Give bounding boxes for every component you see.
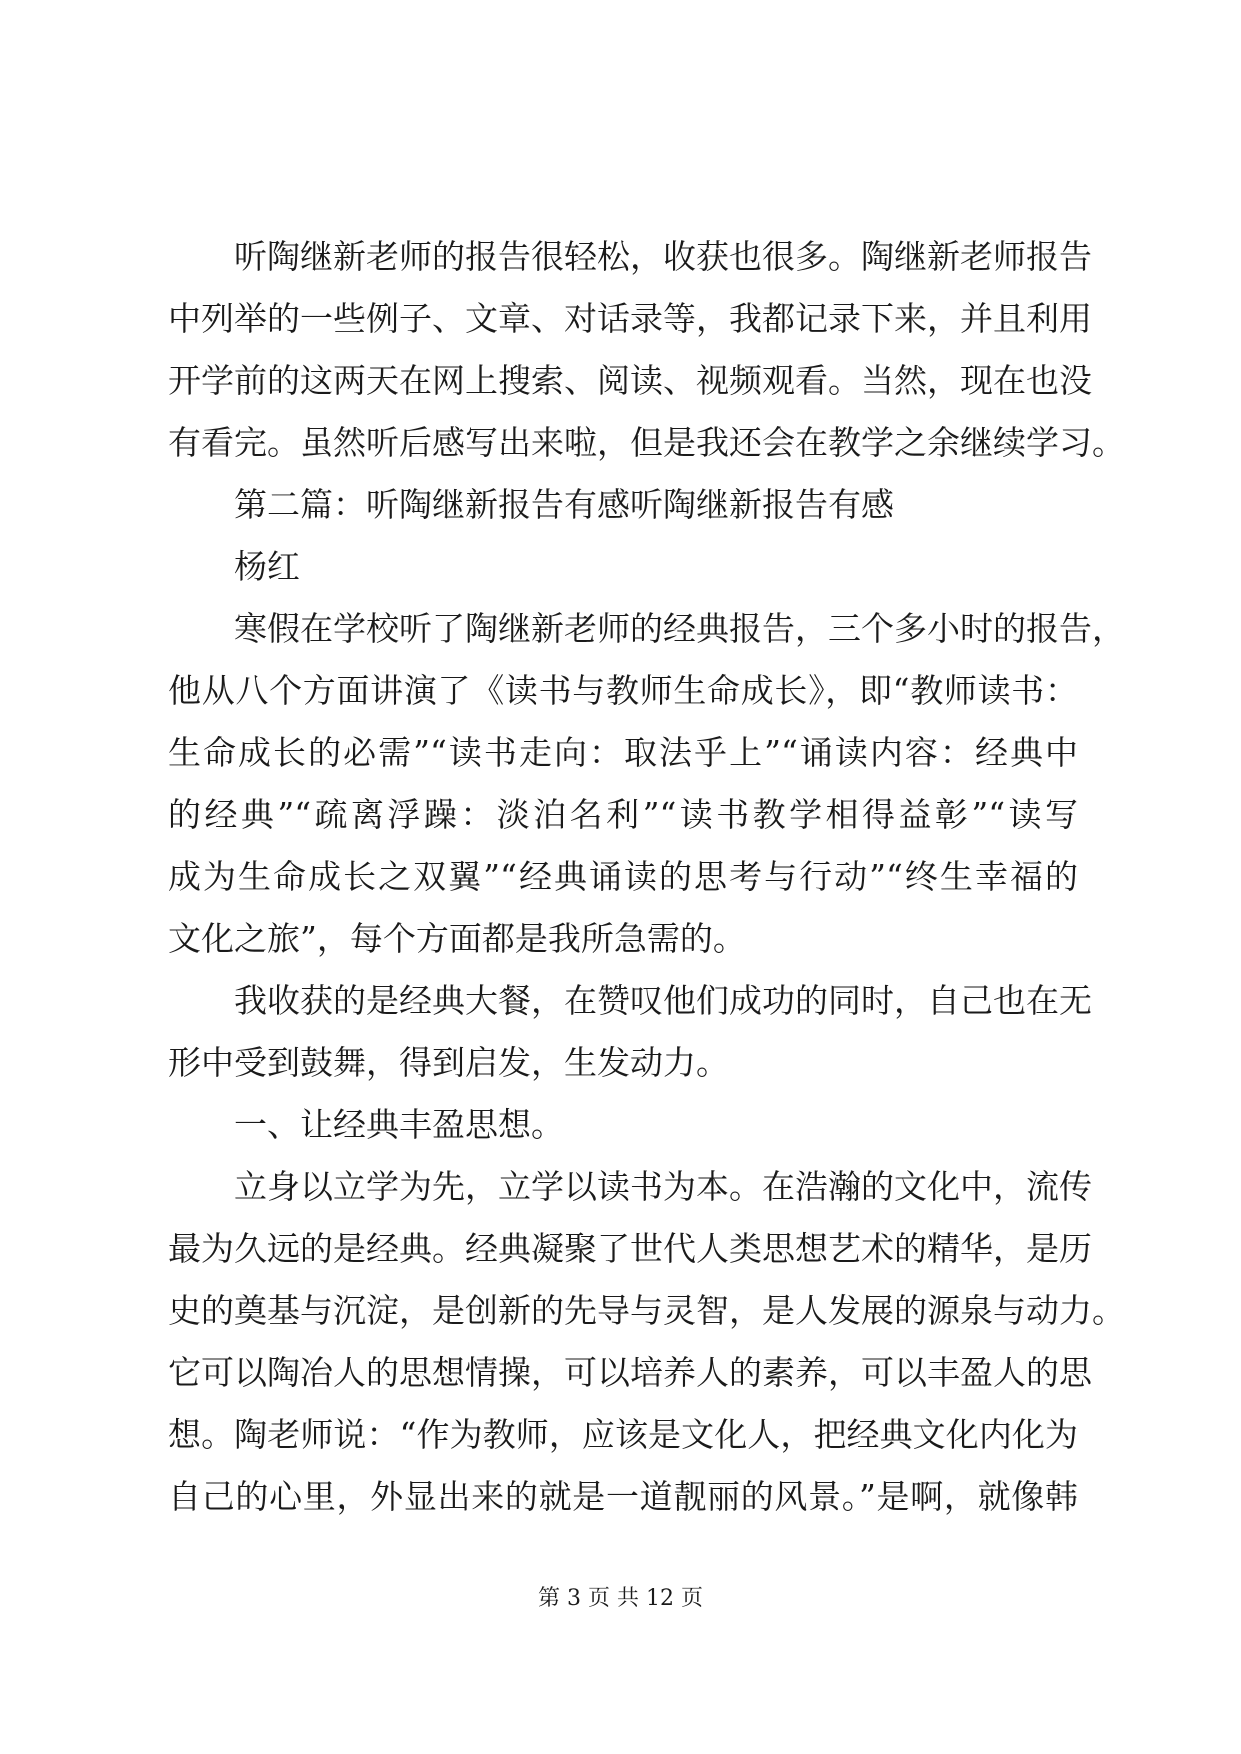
- text-line: 文化之旅”，每个方面都是我所急需的。: [168, 919, 746, 958]
- page-number-label: 第 3 页 共 12 页: [538, 1586, 703, 1611]
- text-line: 史的奠基与沉淀，是创新的先导与灵智，是人发展的源泉与动力。: [168, 1291, 1125, 1330]
- text-line: 他从八个方面讲演了《读书与教师生命成长》，即“教师读书：: [168, 671, 1078, 710]
- text-line: 一、让经典丰盈思想。: [234, 1105, 564, 1144]
- text-line: 想。陶老师说：“作为教师，应该是文化人，把经典文化内化为: [168, 1415, 1078, 1454]
- text-line: 立身以立学为先，立学以读书为本。在浩瀚的文化中，流传: [234, 1167, 1092, 1206]
- text-line: 有看完。虽然听后感写出来啦，但是我还会在教学之余继续学习。: [168, 423, 1125, 462]
- text-line: 中列举的一些例子、文章、对话录等，我都记录下来，并且利用: [168, 299, 1092, 338]
- text-line: 生命成长的必需”“读书走向：取法乎上”“诵读内容：经典中: [168, 733, 1078, 772]
- text-line: 形中受到鼓舞，得到启发，生发动力。: [168, 1043, 729, 1082]
- text-line: 第二篇：听陶继新报告有感听陶继新报告有感: [234, 485, 894, 524]
- text-line: 开学前的这两天在网上搜索、阅读、视频观看。当然，现在也没: [168, 361, 1092, 400]
- text-line: 听陶继新老师的报告很轻松，收获也很多。陶继新老师报告: [234, 237, 1092, 276]
- text-line: 自己的心里，外显出来的就是一道靓丽的风景。”是啊，就像韩: [168, 1477, 1078, 1516]
- page-footer: [0, 1584, 1241, 1614]
- text-line: 最为久远的是经典。经典凝聚了世代人类思想艺术的精华，是历: [168, 1229, 1092, 1268]
- text-line: 寒假在学校听了陶继新老师的经典报告，三个多小时的报告，: [234, 609, 1125, 648]
- document-body: [168, 226, 1125, 1528]
- text-line: 我收获的是经典大餐，在赞叹他们成功的同时，自己也在无: [234, 981, 1092, 1020]
- text-line: 它可以陶冶人的思想情操，可以培养人的素养，可以丰盈人的思: [168, 1353, 1092, 1392]
- text-line: 成为生命成长之双翼”“经典诵读的思考与行动”“终生幸福的: [168, 857, 1078, 896]
- text-line: 杨红: [234, 547, 300, 586]
- text-line: 的经典”“疏离浮躁：淡泊名利”“读书教学相得益彰”“读写: [168, 795, 1078, 834]
